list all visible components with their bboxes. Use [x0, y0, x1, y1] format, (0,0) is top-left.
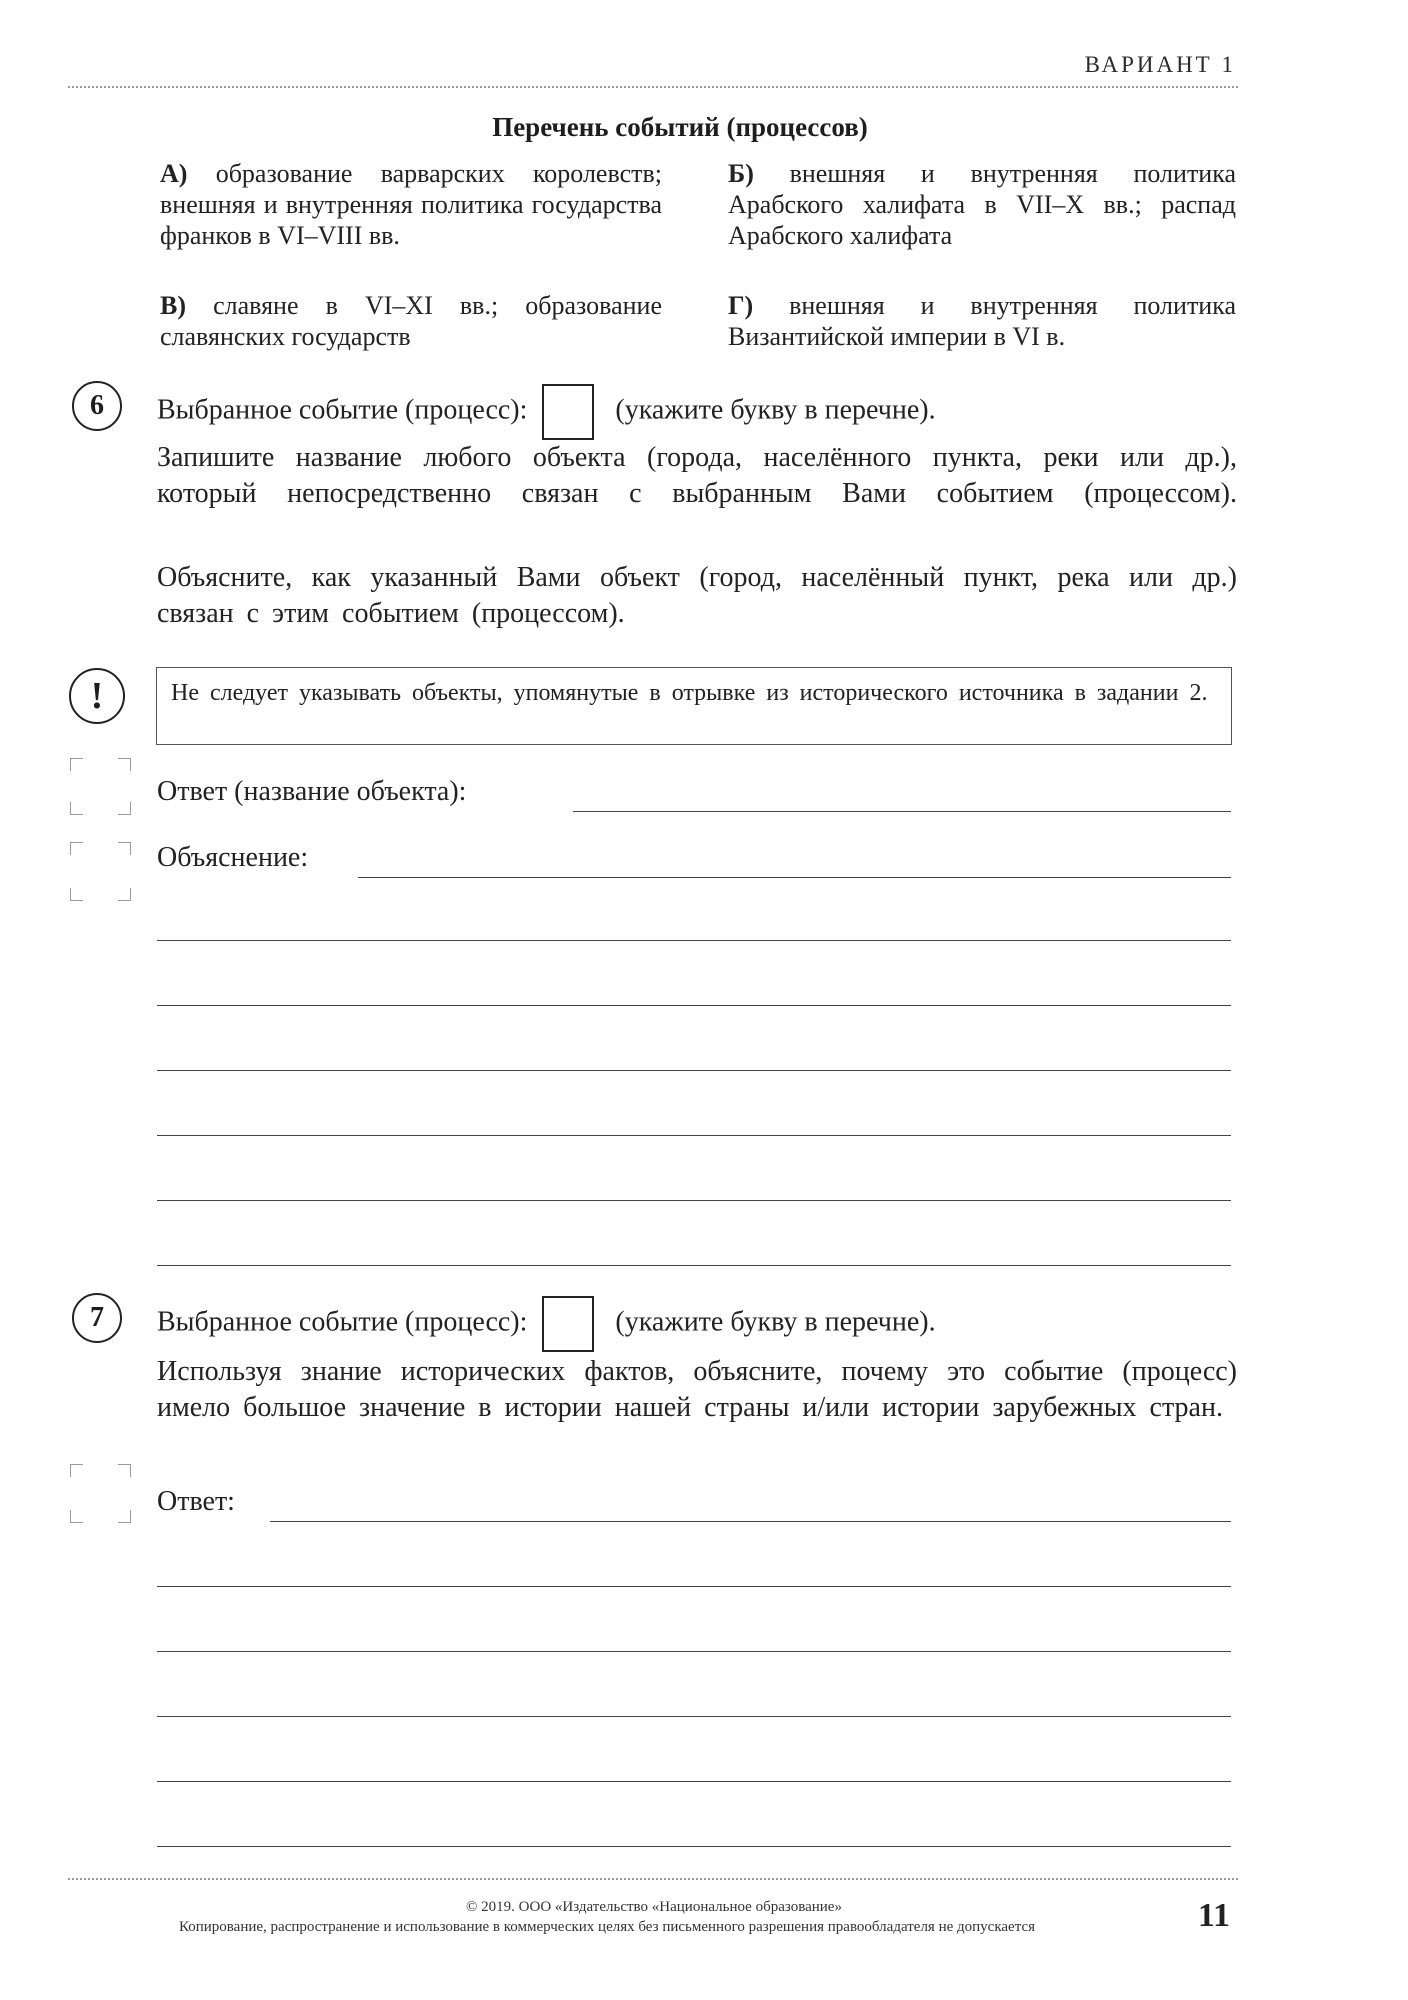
answer-object-line[interactable]	[573, 811, 1231, 812]
task-7-paragraph: Используя знание исторических фактов, объясните, почему это событие (процесс) имело большое значение в истории нашей страны и/или истории зарубежных стран.	[157, 1356, 1237, 1423]
event-letter: Б)	[728, 159, 754, 188]
answer-line[interactable]	[157, 1651, 1231, 1652]
header-divider	[68, 86, 1238, 88]
explanation-line[interactable]	[157, 1200, 1231, 1201]
score-box-corner	[118, 758, 131, 771]
answer-line[interactable]	[157, 1716, 1231, 1717]
answer-line[interactable]	[157, 1586, 1231, 1587]
event-letter: В)	[160, 291, 186, 320]
score-box-corner	[70, 888, 83, 901]
event-text: внешняя и внутренняя политика Византийской империи в VI в.	[728, 291, 1236, 351]
selected-event-label: Выбранное событие (процесс):	[157, 1306, 528, 1338]
score-box-corner	[118, 1464, 131, 1477]
task-6-paragraph-1: Запишите название любого объекта (города, населённого пункта, реки или др.), который непосредственно связан с выбранным Вами событием (процессом).	[157, 442, 1237, 509]
event-item-a	[160, 158, 662, 251]
explanation-line[interactable]	[157, 1135, 1231, 1136]
footer-divider	[68, 1878, 1238, 1880]
explanation-line[interactable]	[157, 940, 1231, 941]
selected-event-hint: (укажите букву в перечне).	[615, 1306, 936, 1338]
task-7-letter-box[interactable]	[542, 1296, 594, 1352]
task-7-number: 7	[72, 1293, 122, 1343]
explanation-line[interactable]	[358, 877, 1231, 878]
task-7-answer-label: Ответ:	[157, 1486, 235, 1517]
score-box-corner	[70, 1464, 83, 1477]
answer-line[interactable]	[157, 1781, 1231, 1782]
selected-event-hint: (укажите букву в перечне).	[615, 394, 936, 426]
task-6-note: Не следует указывать объекты, упомянутые в отрывке из исторического источника в задании 2.	[156, 667, 1232, 745]
task-6-number: 6	[72, 381, 122, 431]
score-box-corner	[70, 802, 83, 815]
score-box-corner	[70, 1510, 83, 1523]
event-text: образование варварских королевств; внешняя и внутренняя политика государства франков в VI–VIII вв.	[160, 159, 662, 250]
footer-copyright: © 2019. ООО «Издательство «Национальное образование»	[466, 1899, 842, 1915]
event-item-b	[728, 158, 1236, 251]
score-box-corner	[118, 1510, 131, 1523]
score-box-corner	[118, 802, 131, 815]
answer-line[interactable]	[270, 1521, 1231, 1522]
score-box-corner	[118, 842, 131, 855]
explanation-line[interactable]	[157, 1005, 1231, 1006]
events-list-title: Перечень событий (процессов)	[492, 112, 868, 142]
event-letter: Г)	[728, 291, 754, 320]
task-6-paragraph-2: Объясните, как указанный Вами объект (город, населённый пункт, река или др.) связан с этим событием (процессом).	[157, 562, 1237, 629]
footer-notice: Копирование, распространение и использование в коммерческих целях без письменного разрешения правообладателя не допускается	[178, 1919, 1036, 1935]
score-box-corner	[118, 888, 131, 901]
answer-line[interactable]	[157, 1846, 1231, 1847]
variant-label: ВАРИАНТ 1	[1084, 52, 1236, 77]
explanation-label: Объяснение:	[157, 842, 309, 873]
warning-icon: !	[69, 668, 125, 724]
score-box-corner	[70, 842, 83, 855]
explanation-line[interactable]	[157, 1265, 1231, 1266]
task-7-selected-row	[157, 1296, 936, 1352]
explanation-line[interactable]	[157, 1070, 1231, 1071]
task-6-selected-row	[157, 384, 936, 440]
selected-event-label: Выбранное событие (процесс):	[157, 394, 528, 426]
score-box-corner	[70, 758, 83, 771]
task-6-letter-box[interactable]	[542, 384, 594, 440]
answer-object-label: Ответ (название объекта):	[157, 776, 467, 807]
event-item-v	[160, 290, 662, 352]
event-text: внешняя и внутренняя политика Арабского халифата в VII–X вв.; распад Арабского халифата	[728, 159, 1237, 250]
page-number: 11	[1197, 1897, 1230, 1934]
event-letter: А)	[160, 159, 188, 188]
event-text: славяне в VI–XI вв.; образование славянских государств	[160, 291, 662, 351]
event-item-g	[728, 290, 1236, 352]
